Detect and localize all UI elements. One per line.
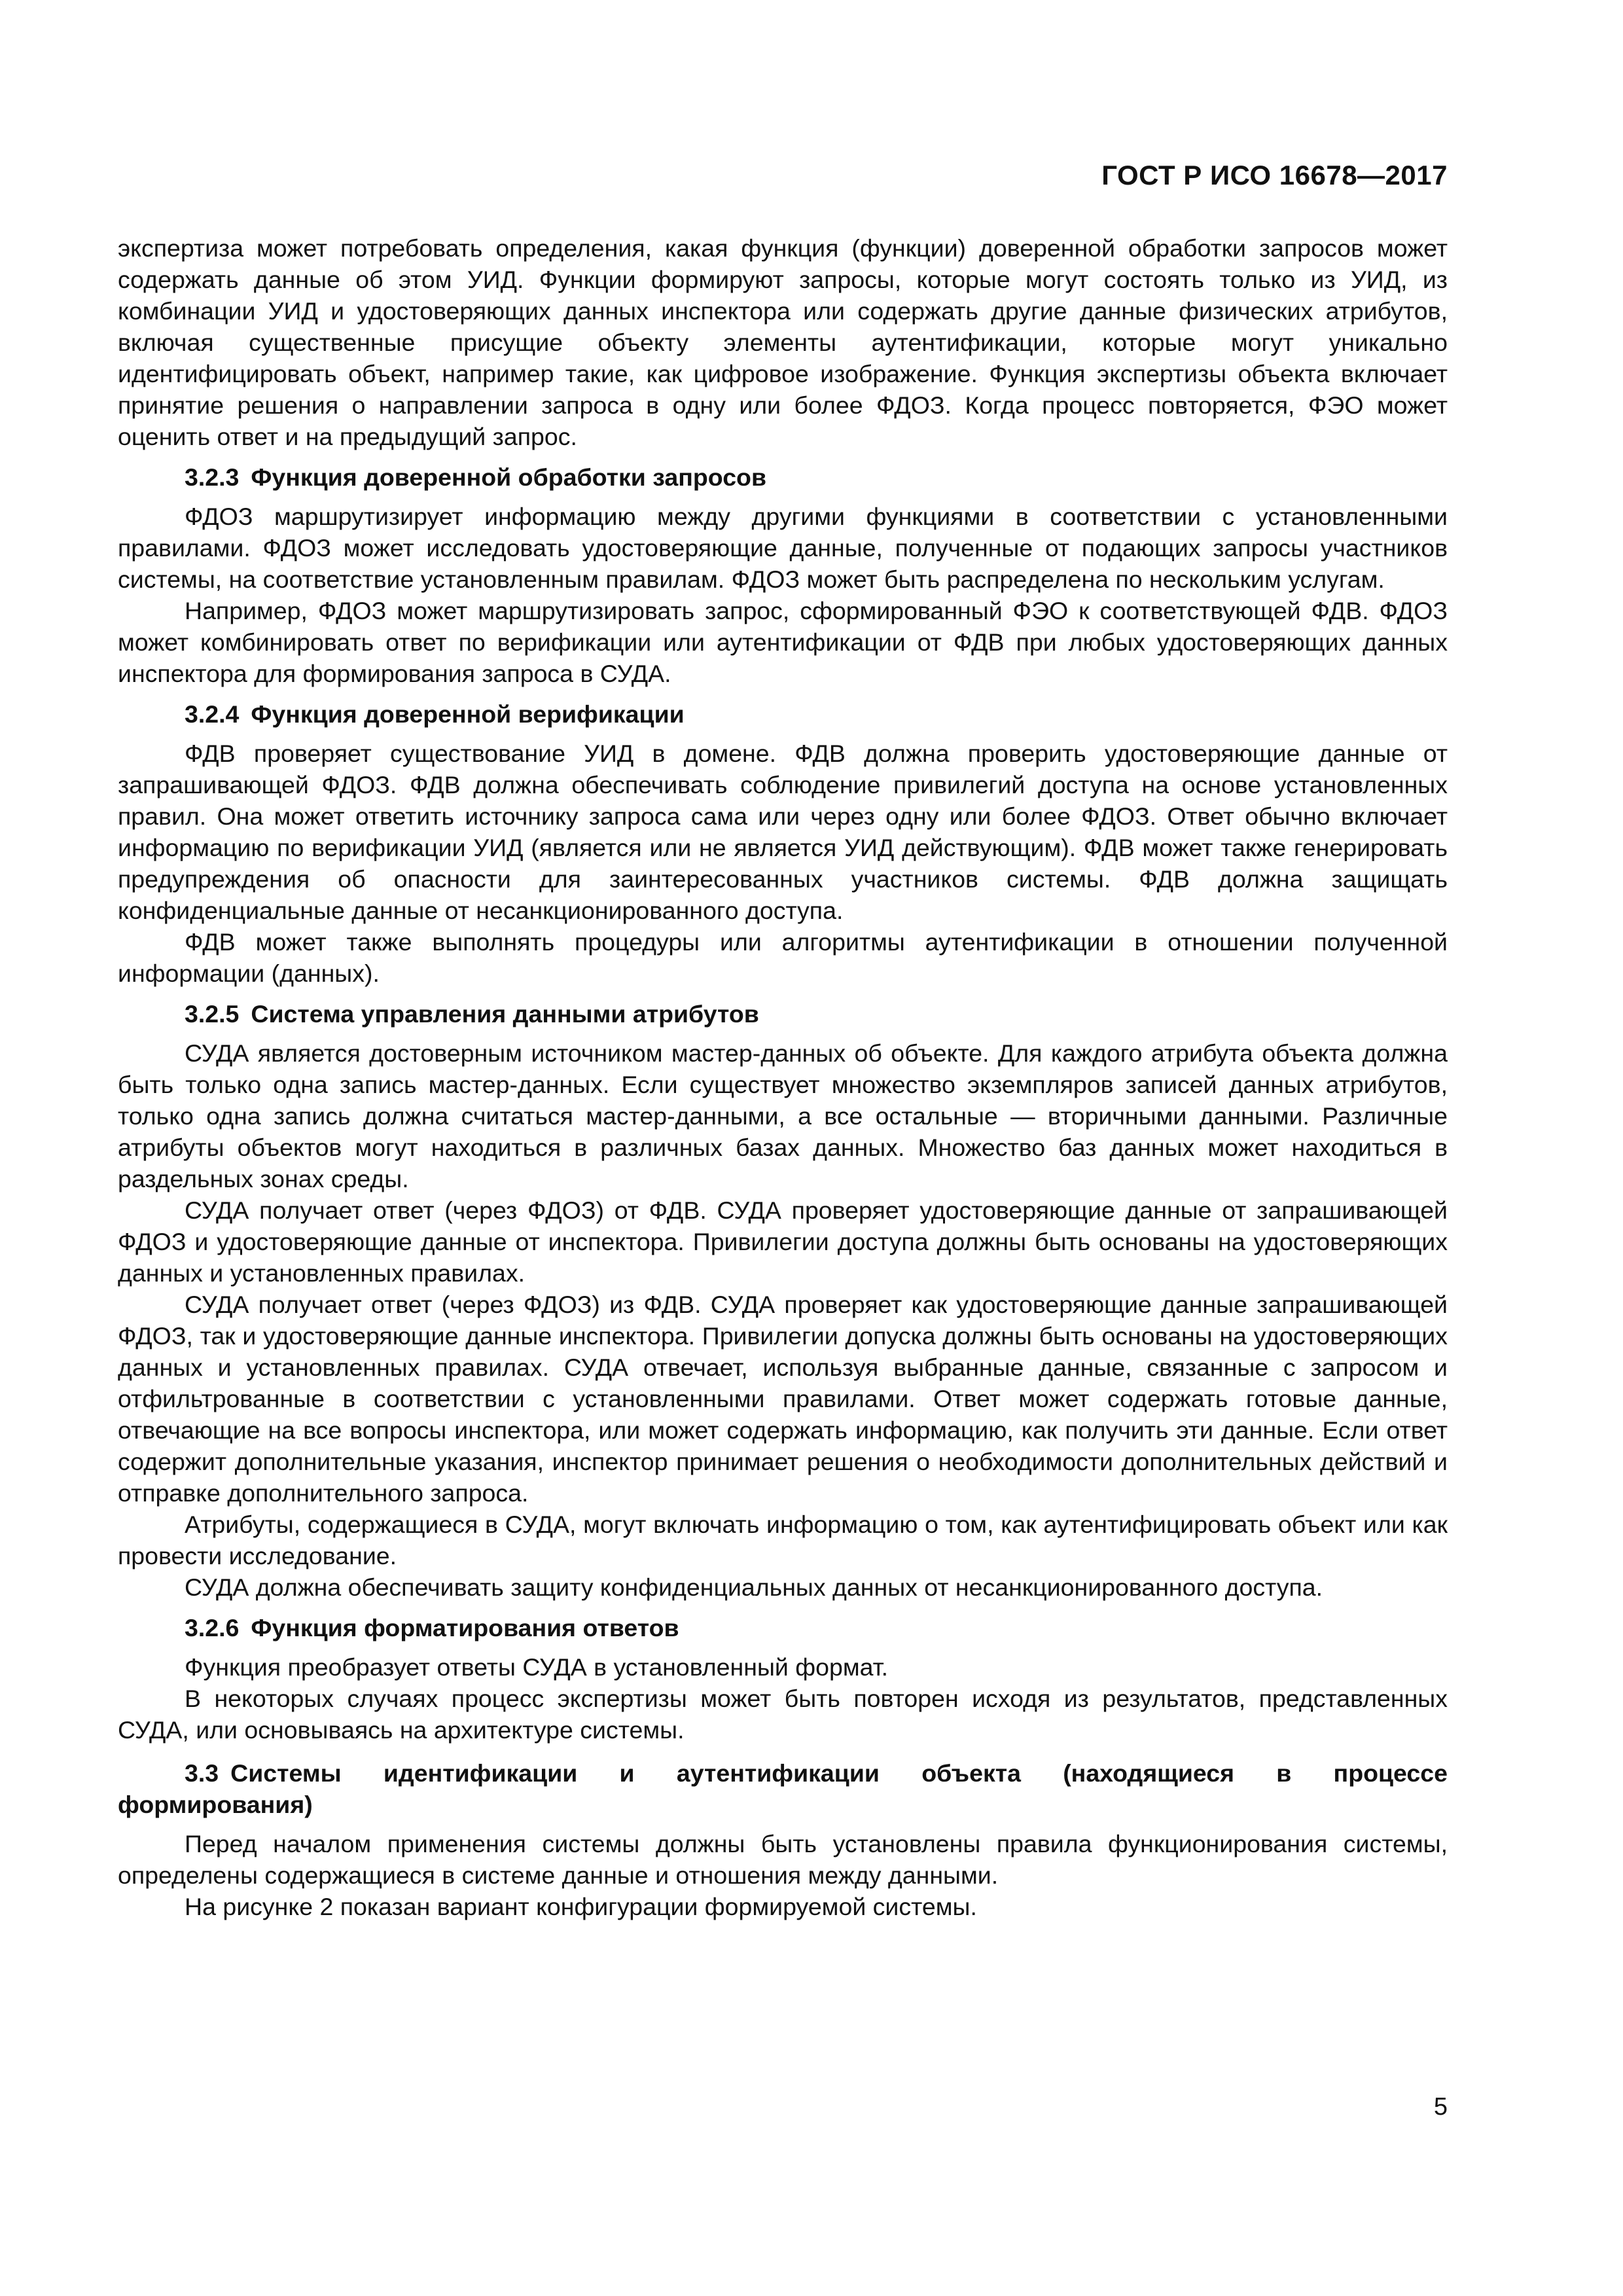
section-title: Функция форматирования ответов <box>251 1614 679 1641</box>
paragraph: На рисунке 2 показан вариант конфигурации формируемой системы. <box>185 1893 977 1920</box>
paragraph: СУДА должна обеспечивать защиту конфиденциальных данных от несанкционированного доступа. <box>185 1573 1323 1601</box>
section-number: 3.2.3 <box>185 463 240 491</box>
paragraph-intro: экспертиза может потребовать определения, какая функция (функции) доверенной обработки запросов может содержать данные об этом УИД. Функции формируют запросы, которые могут состоять только из УИД, из комбинации УИД и удостоверяющих данных инспектора или содержать другие данные физических атрибутов, включая существенные присущие объекту элементы аутентификации, которые могут уникально идентифицировать объект, например такие, как цифровое изображение. Функция экспертизы объекта включает принятие решения о направлении запроса в одну или более ФДОЗ. Когда процесс повторяется, ФЭО может оценить ответ и на предыдущий запрос. <box>118 234 1448 450</box>
section-title: Функция доверенной верификации <box>251 700 685 728</box>
paragraph: Атрибуты, содержащиеся в СУДА, могут включать информацию о том, как аутентифицировать объект или как провести исследование. <box>118 1511 1448 1570</box>
document-body <box>118 232 1448 1922</box>
section-heading-3-2-6 <box>118 1612 1448 1643</box>
section-heading-3-3 <box>118 1757 1448 1820</box>
paragraph: Перед началом применения системы должны быть установлены правила функционирования системы, определены содержащиеся в системе данные и отношения между данными. <box>118 1830 1448 1889</box>
section-number: 3.2.4 <box>185 700 240 728</box>
section-number: 3.2.5 <box>185 1000 240 1028</box>
paragraph: Например, ФДОЗ может маршрутизировать запрос, сформированный ФЭО к соответствующей ФДВ. ФДОЗ может комбинировать ответ по верификации или аутентификации от ФДВ при любых удостоверяющих данных инспектора для формирования запроса в СУДА. <box>118 597 1448 687</box>
page-number: 5 <box>1433 2093 1448 2121</box>
paragraph: ФДВ проверяет существование УИД в домене. ФДВ должна проверить удостоверяющие данные от запрашивающей ФДОЗ. ФДВ должна обеспечивать соблюдение привилегий доступа на основе установленных правил. Она может ответить источнику запроса сама или через одну или более ФДОЗ. Ответ обычно включает информацию по верификации УИД (является или не является УИД действующим). ФДВ может также генерировать предупреждения об опасности для заинтересованных участников системы. ФДВ должна защищать конфиденциальные данные от несанкционированного доступа. <box>118 740 1448 924</box>
section-number: 3.2.6 <box>185 1614 240 1641</box>
paragraph: СУДА является достоверным источником мастер-данных об объекте. Для каждого атрибута объекта должна быть только одна запись мастер-данных. Если существует множество экземпляров записей данных атрибутов, только одна запись должна считаться мастер-данными, а все остальные — вторичными данными. Различные атрибуты объектов могут находиться в различных базах данных. Множество баз данных может находиться в раздельных зонах среды. <box>118 1039 1448 1193</box>
section-title: Функция доверенной обработки запросов <box>251 463 767 491</box>
document-code-header: ГОСТ Р ИСО 16678—2017 <box>1101 160 1448 190</box>
paragraph: Функция преобразует ответы СУДА в установленный формат. <box>185 1653 889 1681</box>
paragraph: ФДВ может также выполнять процедуры или алгоритмы аутентификации в отношении полученной информации (данных). <box>118 928 1448 987</box>
paragraph: СУДА получает ответ (через ФДОЗ) от ФДВ. СУДА проверяет удостоверяющие данные от запрашивающей ФДОЗ и удостоверяющие данные от инспектора. Привилегии доступа должны быть основаны на удостоверяющих данных и установленных правилах. <box>118 1196 1448 1287</box>
paragraph: ФДОЗ маршрутизирует информацию между другими функциями в соответствии с установленными правилами. ФДОЗ может исследовать удостоверяющие данные, полученные от подающих запросы участников системы, на соответствие установленным правилам. ФДОЗ может быть распределена по нескольким услугам. <box>118 503 1448 593</box>
section-title: Системы идентификации и аутентификации объекта (находящиеся в процессе формирования) <box>118 1759 1448 1818</box>
section-title: Система управления данными атрибутов <box>251 1000 759 1028</box>
section-heading-3-2-4 <box>118 698 1448 730</box>
paragraph: СУДА получает ответ (через ФДОЗ) из ФДВ. СУДА проверяет как удостоверяющие данные запрашивающей ФДОЗ, так и удостоверяющие данные инспектора. Привилегии допуска должны быть основаны на удостоверяющих данных и установленных правилах. СУДА отвечает, используя выбранные данные, связанные с запросом и отфильтрованные в соответствии с установленными правилами. Ответ может содержать готовые данные, отвечающие на все вопросы инспектора, или может содержать информацию, как получить эти данные. Если ответ содержит дополнительные указания, инспектор принимает решения о необходимости дополнительных действий и отправке дополнительного запроса. <box>118 1291 1448 1507</box>
section-heading-3-2-3 <box>118 461 1448 493</box>
paragraph: В некоторых случаях процесс экспертизы может быть повторен исходя из результатов, представленных СУДА, или основываясь на архитектуре системы. <box>118 1685 1448 1744</box>
section-heading-3-2-5 <box>118 998 1448 1030</box>
section-number: 3.3 <box>185 1759 219 1787</box>
